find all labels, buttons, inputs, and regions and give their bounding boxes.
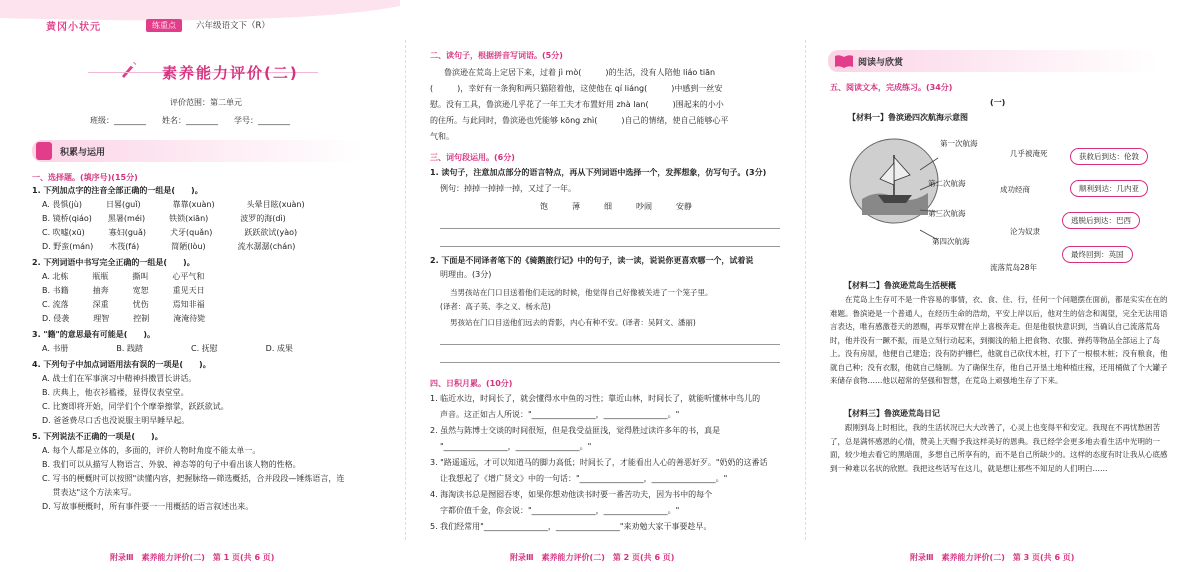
option-line: C. 比赛即将开始，同学们个个摩拳擦掌，跃跃欲试。: [42, 402, 229, 411]
option-line: B. 庆典上，他衣衫褴褛，显得仪表堂堂。: [42, 388, 189, 397]
question-line: 3. "籍"的意思最有可能是( )。: [32, 330, 156, 339]
quote-1: 当男孩站在门口目送着他们走远的时候，他觉得自己好像被关进了一个笼子里。: [450, 288, 713, 297]
section-bar-accumulation: [32, 140, 362, 162]
q2-line: 慰。没有工具，鲁滨逊几乎花了一年工夫才布置好用 zhà lan( )围起来的小小: [430, 100, 724, 109]
answer-line[interactable]: [440, 362, 780, 363]
voyage-route: 流落荒岛28年: [990, 263, 1038, 272]
part-label: (一): [990, 98, 1006, 107]
q3-line: 1. 读句子，注意加点部分的语言特点，再从下列词语中选择一个，发挥想象，仿写句子。(3分): [430, 168, 767, 177]
brand-logo: 黄冈小状元: [46, 22, 101, 33]
option-line: C. 吹嘘(xū) 寡妇(guǎ) 犬牙(quǎn) 跃跃欲试(yào): [42, 228, 298, 237]
q4-line[interactable]: 让我想起了《增广贤文》中的一句话："________________，________________。": [440, 474, 728, 483]
q2-line: 气和。: [430, 132, 454, 141]
book-icon: [36, 142, 52, 160]
rocket-icon: [118, 58, 140, 80]
answer-line[interactable]: [440, 246, 780, 247]
practice-tag: 练重点: [146, 19, 182, 32]
voyage-label: 第四次航海: [932, 237, 970, 246]
option-line: C. 流落 深重 忧伤 焉知非福: [42, 300, 205, 309]
q4-line: 1. 临近水边，时间长了，就会懂得水中鱼的习性；靠近山林，时间长了，就能听懂林中鸟儿的: [430, 394, 761, 403]
material-3-label: 【材料三】鲁滨逊荒岛日记: [844, 409, 940, 418]
q4-line: 2. 虽然与陈博士交谈的时间很短，但是我受益匪浅，觉得胜过读许多年的书，真是: [430, 426, 721, 435]
q2-line: ( )，幸好有一条狗和两只猫陪着他，这使他在 qí liáng( )中感到一丝安: [430, 84, 723, 93]
q3-example: 例句：掉掉一掉掉一掉，又过了一年。: [440, 184, 576, 193]
question-line: 1. 下列加点字的注音全部正确的一组是( )。: [32, 186, 203, 195]
option-line: A. 书册 B. 践踏 C. 抚慰 D. 成果: [42, 344, 293, 353]
answer-line[interactable]: [440, 344, 780, 345]
voyage-route: 成功经商: [1000, 185, 1030, 194]
voyage-route: 沦为奴隶: [1010, 227, 1040, 236]
q3-2-line: 明理由。(3分): [440, 270, 492, 279]
student-info-fields[interactable]: 班级：________ 姓名：________ 学号：________: [90, 116, 290, 125]
material-3-text: 跟刚到岛上时相比，我的生活状况已大大改善了，心灵上也变得平和安定。我现在不再忧愁困苦了，总是满怀感恩的心情，赞美上天赐予我这样美好的恩典。我已经学会更多地去看生活中光明的一面，较少地去看它的黑暗面，多想自己所享有的，而不是自己所缺少的。这样的态度有时让我从心底感到一种难以名状的欣慰。我把这些话写在这儿，就是想让那些不知足的人们明白……: [830, 423, 1168, 473]
option-line: D. 爸爸费尽口舌也没说服主明早睡早起。: [42, 416, 190, 425]
voyage-result: 逃脱后到达：巴西: [1062, 212, 1140, 229]
voyage-route: 几乎被淹死: [1010, 149, 1048, 158]
option-line: B. 书籍 抽奔 宽恕 重见天日: [42, 286, 205, 295]
voyage-label: 第一次航海: [940, 139, 978, 148]
question-line: 5. 下列说法不正确的一项是( )。: [32, 432, 163, 441]
q5-title: 五、阅读文本，完成练习。(34分): [830, 83, 953, 92]
question-line: 4. 下列句子中加点词语用法有误的一项是( )。: [32, 360, 211, 369]
q4-line: 4. 海淘读书总是囫囵吞枣，如果你想劝他读书时要一番苦功夫，因为书中的每个: [430, 490, 713, 499]
option-line: A. 北栋 瓶瓶 撕叫 心平气和: [42, 272, 205, 281]
material-2-text: 在荒岛上生存可不是一件容易的事情，衣、食、住、行，任何一个问题摆在面前，都是实实在在的难题。鲁滨逊是一个普通人，在经历生命的浩劫，平安上岸以后，他对生的信念和渴望，完全无法用语言表达，唯有感激苍天的恩赐，再举双臂在岸上喜极奔走。但是他很快意识到，当确认自己流落荒岛时，他并没有一蹶不振，而是立刻行动起来，到搁浅的船上把食物、衣服、弹药等物品全部运上了岛上。没有房屋，他便自己建造；没有防护栅栏，他就自己砍伐木桩，打下了一根根木桩；没有粮食，他就自己种；没有衣服，他就自己缝制。为了确保生存，他自己开垦土地种植庄稼，还用桶做了个大罐子来储存食物……他以超常的坚强和智慧，在荒岛上顽强地生存了下来。: [830, 295, 1168, 385]
grade-label: 六年级语文下（R）: [196, 21, 270, 31]
q4-line[interactable]: 声音。这正如古人所说："________________，________________。": [440, 410, 680, 419]
voyage-result: 最终回到：英国: [1062, 246, 1133, 263]
section-bar-reading: [828, 50, 1158, 72]
material-1-label: 【材料一】鲁滨逊四次航海示意图: [848, 113, 968, 122]
quote-1-translator: (译者：高子英、李之义、杨永范): [440, 302, 551, 311]
answer-line[interactable]: [440, 228, 780, 229]
route-arrows: [920, 140, 1020, 270]
voyage-result: 获救后到达：伦敦: [1070, 148, 1148, 165]
quote-2: 男孩站在门口目送他们远去的背影，内心有种不安。(译者：吴阿文、潘丽): [450, 318, 696, 327]
section-bar-label: 阅读与欣赏: [858, 58, 904, 68]
q4-line[interactable]: 5. 我们经常用"________________，________________"来劝勉大家干事要趁早。: [430, 522, 712, 531]
option-line: C. 写书的梗概时可以按照"读懂内容，把握脉络—筛选概括，合并段段—锤炼语言，连: [42, 474, 345, 483]
q1-title: 一、选择题。(填序号)(15分): [32, 173, 138, 182]
option-line: A. 畏惧(jù) 日晷(guǐ) 靠靠(xuàn) 头晕目眩(xuàn): [42, 200, 305, 209]
option-line: B. 我们可以从描写人物语言、外貌、神态等的句子中看出该人物的性格。: [42, 460, 301, 469]
option-line: D. 野蛮(mán) 木筏(fá) 简陋(lòu) 流水潺潺(chán): [42, 242, 296, 251]
q4-title: 四、日积月累。(10分): [430, 379, 513, 388]
material-2-label: 【材料二】鲁滨逊荒岛生活梗概: [844, 281, 956, 290]
q4-line[interactable]: "________________，________________。": [440, 442, 592, 451]
option-line: A. 战士们在军事演习中精神抖擞冒长讲话。: [42, 374, 197, 383]
word-choices: 饱 薄 细 吵闹 安静: [540, 202, 692, 211]
option-line: D. 侵袭 理智 控制 淹淹待毙: [42, 314, 206, 323]
option-line: D. 写故事梗概时，所有事件要一一用概括的语言叙述出来。: [42, 502, 254, 511]
option-line: A. 每个人都是立体的，多面的，评价人物时角度不能太单一。: [42, 446, 261, 455]
q2-line: 鲁滨逊在荒岛上定居下来，过着 jì mò( )的生活，没有人陪他 liáo tiān: [444, 68, 716, 77]
page-2: [400, 0, 800, 572]
q4-line[interactable]: 字都价值千金，你会说："________________，________________。": [440, 506, 680, 515]
page-1: [0, 0, 400, 572]
voyage-label: 第二次航海: [928, 179, 966, 188]
q4-line: 3. "路遥遥远，才可以知道马的脚力高低；时间长了，才能看出人心的善恶好歹。"奶奶的这番话: [430, 458, 768, 467]
option-line: 贯表达"这个方法来写。: [42, 488, 137, 497]
option-line: B. 镜桥(qiáo) 黑暑(méi) 铁锁(xiān) 波罗的海(dì): [42, 214, 286, 223]
q3-2-line: 2. 下面是不同译者笔下的《骑鹅旅行记》中的句子，读一读，说说你更喜欢哪一个，试着说: [430, 256, 754, 265]
open-book-icon: [834, 53, 854, 69]
page-title: 素养能力评价(二): [162, 64, 299, 82]
scope-text: 评价范围：第二单元: [170, 98, 242, 107]
q3-title: 三、词句段运用。(6分): [430, 153, 515, 162]
page-3: [800, 0, 1200, 572]
page-footer: 附录Ⅲ 素养能力评价(二) 第 1 页(共 6 页): [110, 553, 275, 562]
section-bar-label: 积累与运用: [60, 148, 106, 158]
page-footer: 附录Ⅲ 素养能力评价(二) 第 3 页(共 6 页): [910, 553, 1075, 562]
page-footer: 附录Ⅲ 素养能力评价(二) 第 2 页(共 6 页): [510, 553, 675, 562]
voyage-label: 第三次航海: [928, 209, 966, 218]
voyage-result: 顺利到达：几内亚: [1070, 180, 1148, 197]
q2-title: 二、读句子，根据拼音写词语。(5分): [430, 51, 563, 60]
question-line: 2. 下列词语中书写完全正确的一组是( )。: [32, 258, 195, 267]
q2-line: 的住所。与此同时，鲁滨逊也凭能够 kōng zhì( )自己的情绪，使自己能够心平: [430, 116, 729, 125]
